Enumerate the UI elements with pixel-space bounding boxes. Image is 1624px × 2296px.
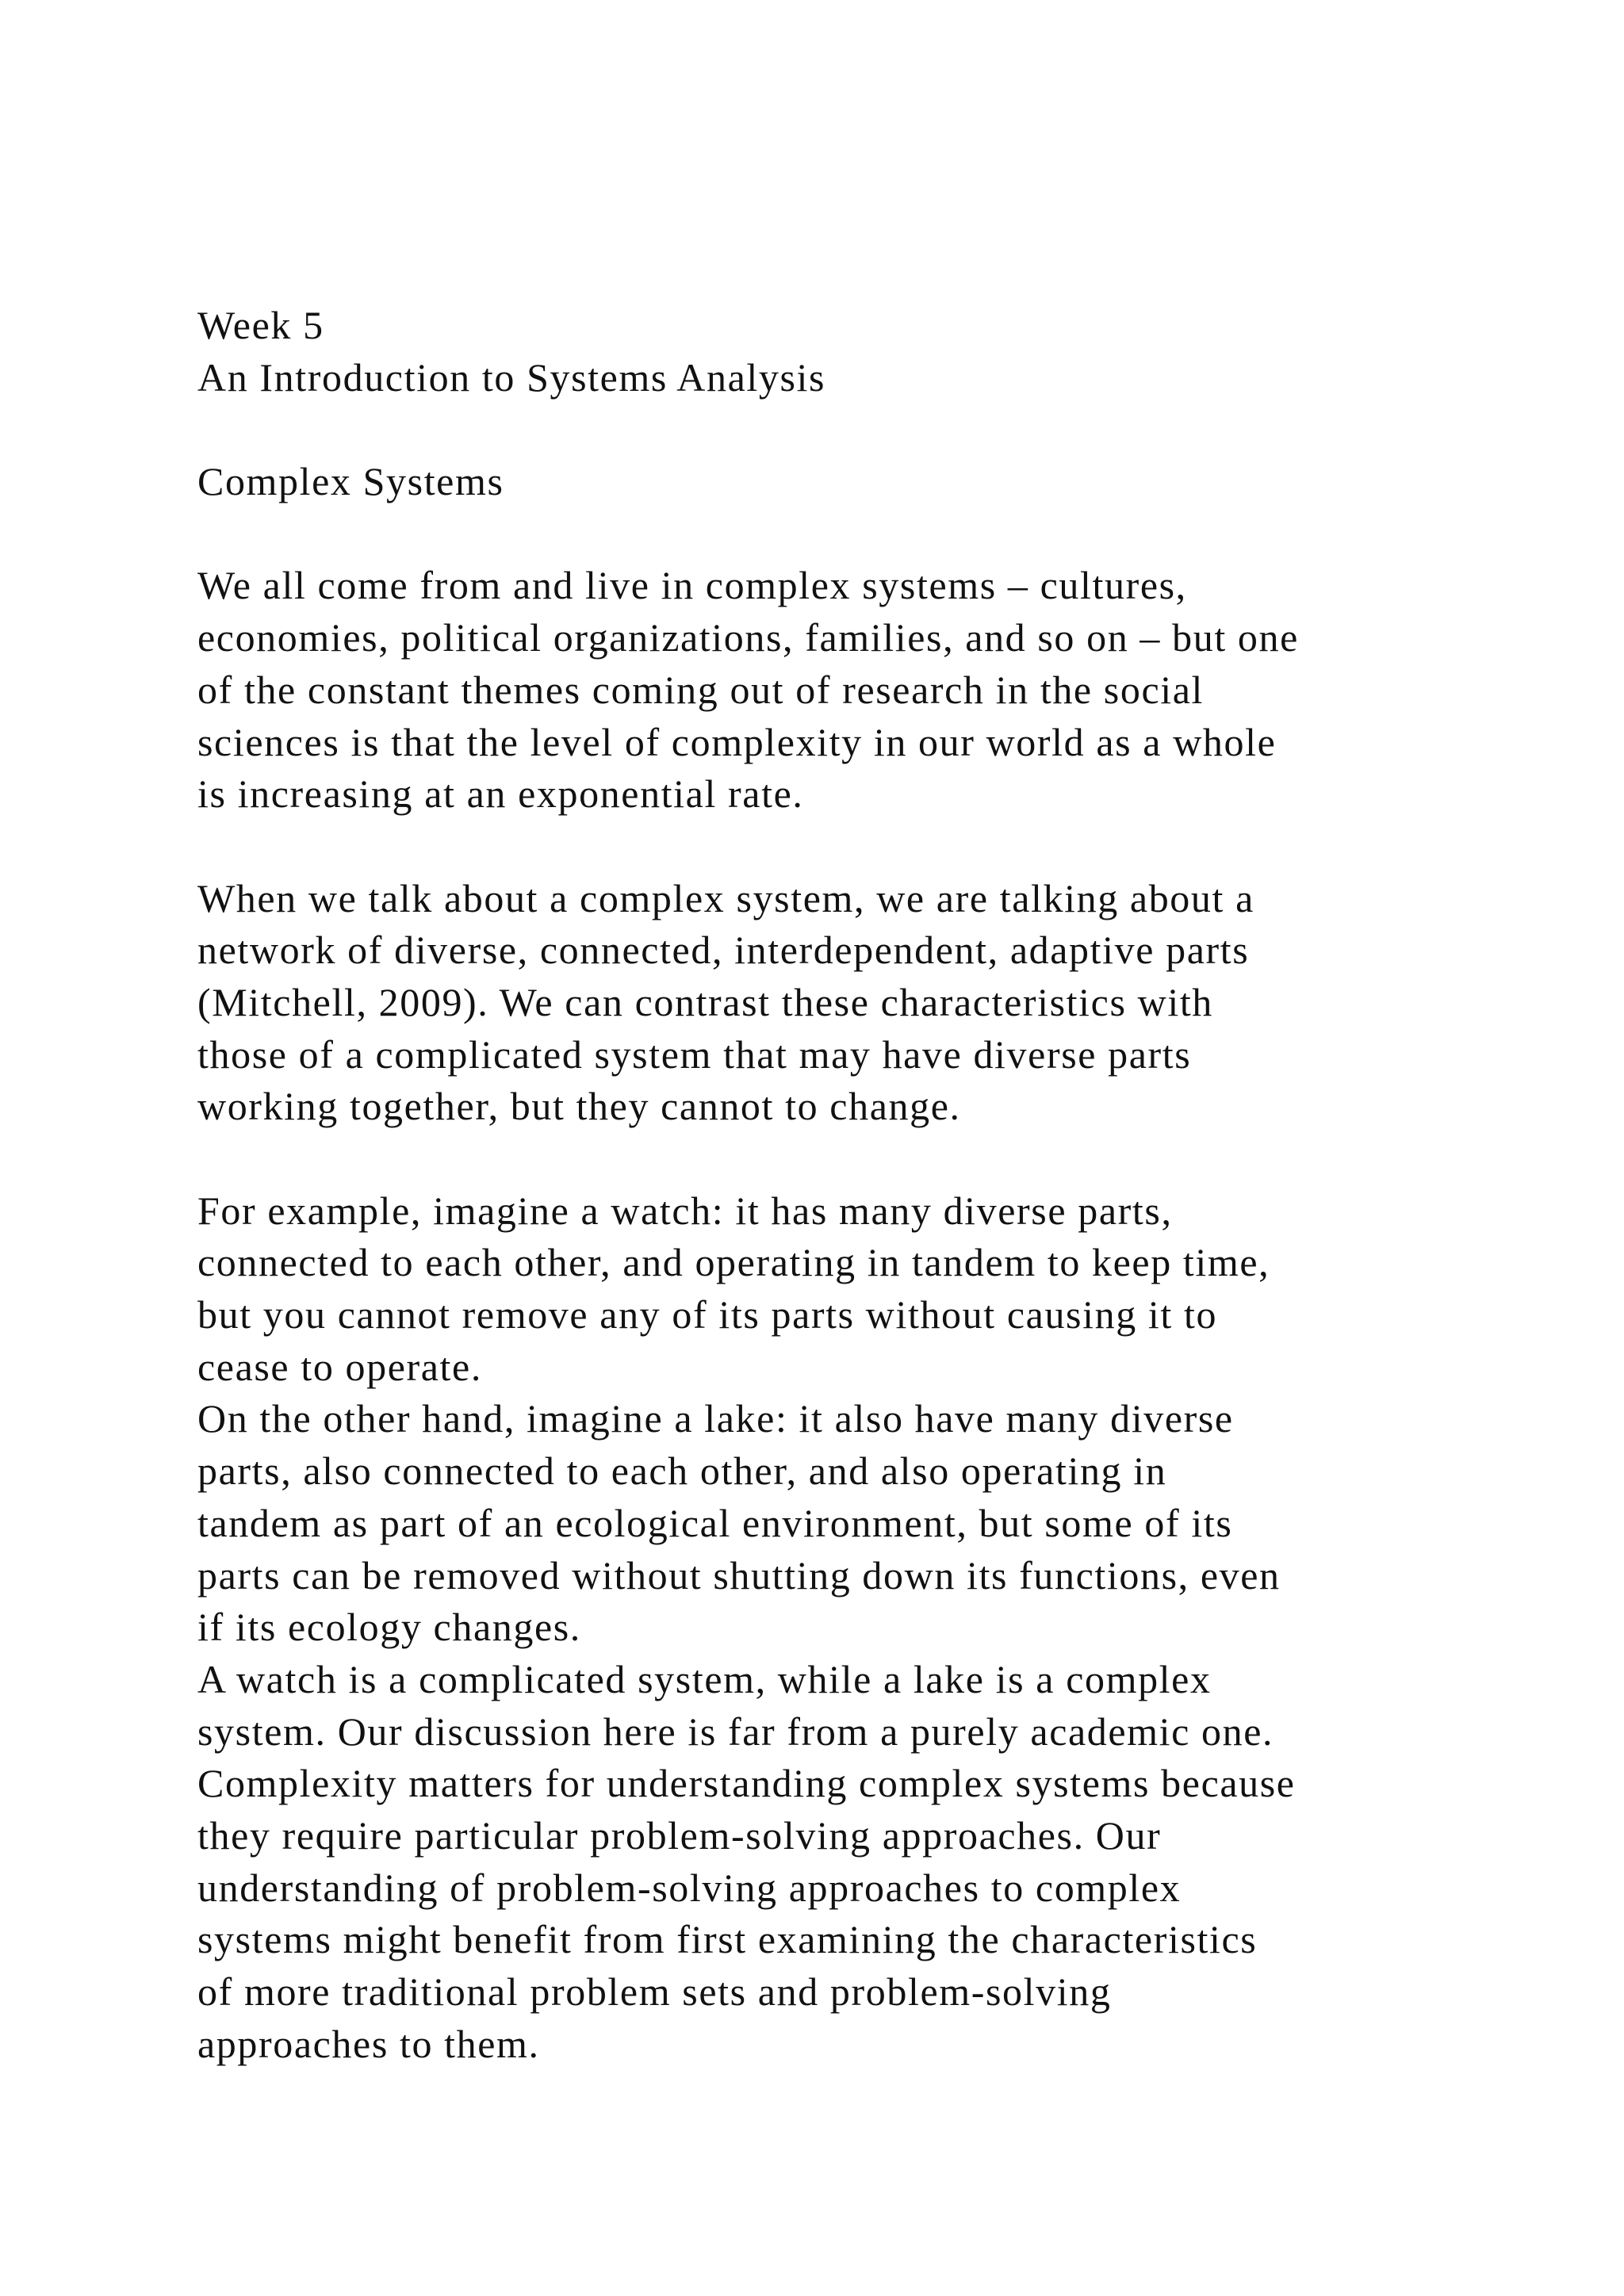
paragraph-line: economies, political organizations, families, and so on – but one <box>197 615 1299 660</box>
paragraph-line: approaches to them. <box>197 2021 540 2066</box>
paragraph-line: systems might benefit from first examining the characteristics <box>197 1917 1258 1962</box>
paragraph-line: (Mitchell, 2009). We can contrast these characteristics with <box>197 979 1213 1024</box>
spacer <box>197 508 1482 561</box>
document-title: An Introduction to Systems Analysis <box>197 354 826 400</box>
paragraph-line: cease to operate. <box>197 1344 482 1389</box>
paragraph-3 <box>197 1185 1482 2071</box>
paragraph-line: parts can be removed without shutting down its functions, even <box>197 1552 1281 1598</box>
spacer <box>197 821 1482 873</box>
paragraph-line: they require particular problem-solving approaches. Our <box>197 1812 1162 1858</box>
paragraph-line: Complexity matters for understanding complex systems because <box>197 1761 1296 1806</box>
paragraph-line: We all come from and live in complex systems – cultures, <box>197 563 1187 608</box>
paragraph-line: parts, also connected to each other, and also operating in <box>197 1448 1167 1494</box>
paragraph-line: For example, imagine a watch: it has many diverse parts, <box>197 1188 1173 1233</box>
week-label: Week 5 <box>197 303 324 347</box>
paragraph-line: On the other hand, imagine a lake: it also have many diverse <box>197 1396 1234 1441</box>
section-heading: Complex Systems <box>197 459 504 504</box>
paragraph-line: if its ecology changes. <box>197 1605 581 1650</box>
paragraph-line: of more traditional problem sets and problem-solving <box>197 1969 1112 2014</box>
paragraph-line: A watch is a complicated system, while a lake is a complex <box>197 1656 1212 1701</box>
paragraph-line: system. Our discussion here is far from a purely academic one. <box>197 1709 1274 1754</box>
paragraph-line: of the constant themes coming out of research in the social <box>197 667 1205 712</box>
spacer <box>197 1133 1482 1185</box>
spacer <box>197 404 1482 456</box>
paragraph-line: tandem as part of an ecological environment, but some of its <box>197 1500 1233 1545</box>
document-body <box>197 300 1482 2070</box>
paragraph-line: but you cannot remove any of its parts without causing it to <box>197 1292 1218 1337</box>
paragraph-line: sciences is that the level of complexity in our world as a whole <box>197 719 1277 764</box>
paragraph-line: connected to each other, and operating in tandem to keep time, <box>197 1240 1270 1285</box>
paragraph-1 <box>197 560 1482 820</box>
paragraph-line: is increasing at an exponential rate. <box>197 771 804 817</box>
paragraph-line: network of diverse, connected, interdependent, adaptive parts <box>197 928 1250 973</box>
paragraph-line: those of a complicated system that may have diverse parts <box>197 1031 1192 1077</box>
paragraph-line: understanding of problem-solving approaches to complex <box>197 1865 1182 1910</box>
paragraph-line: When we talk about a complex system, we are talking about a <box>197 875 1254 920</box>
paragraph-2 <box>197 873 1482 1133</box>
paragraph-line: working together, but they cannot to change. <box>197 1084 961 1129</box>
